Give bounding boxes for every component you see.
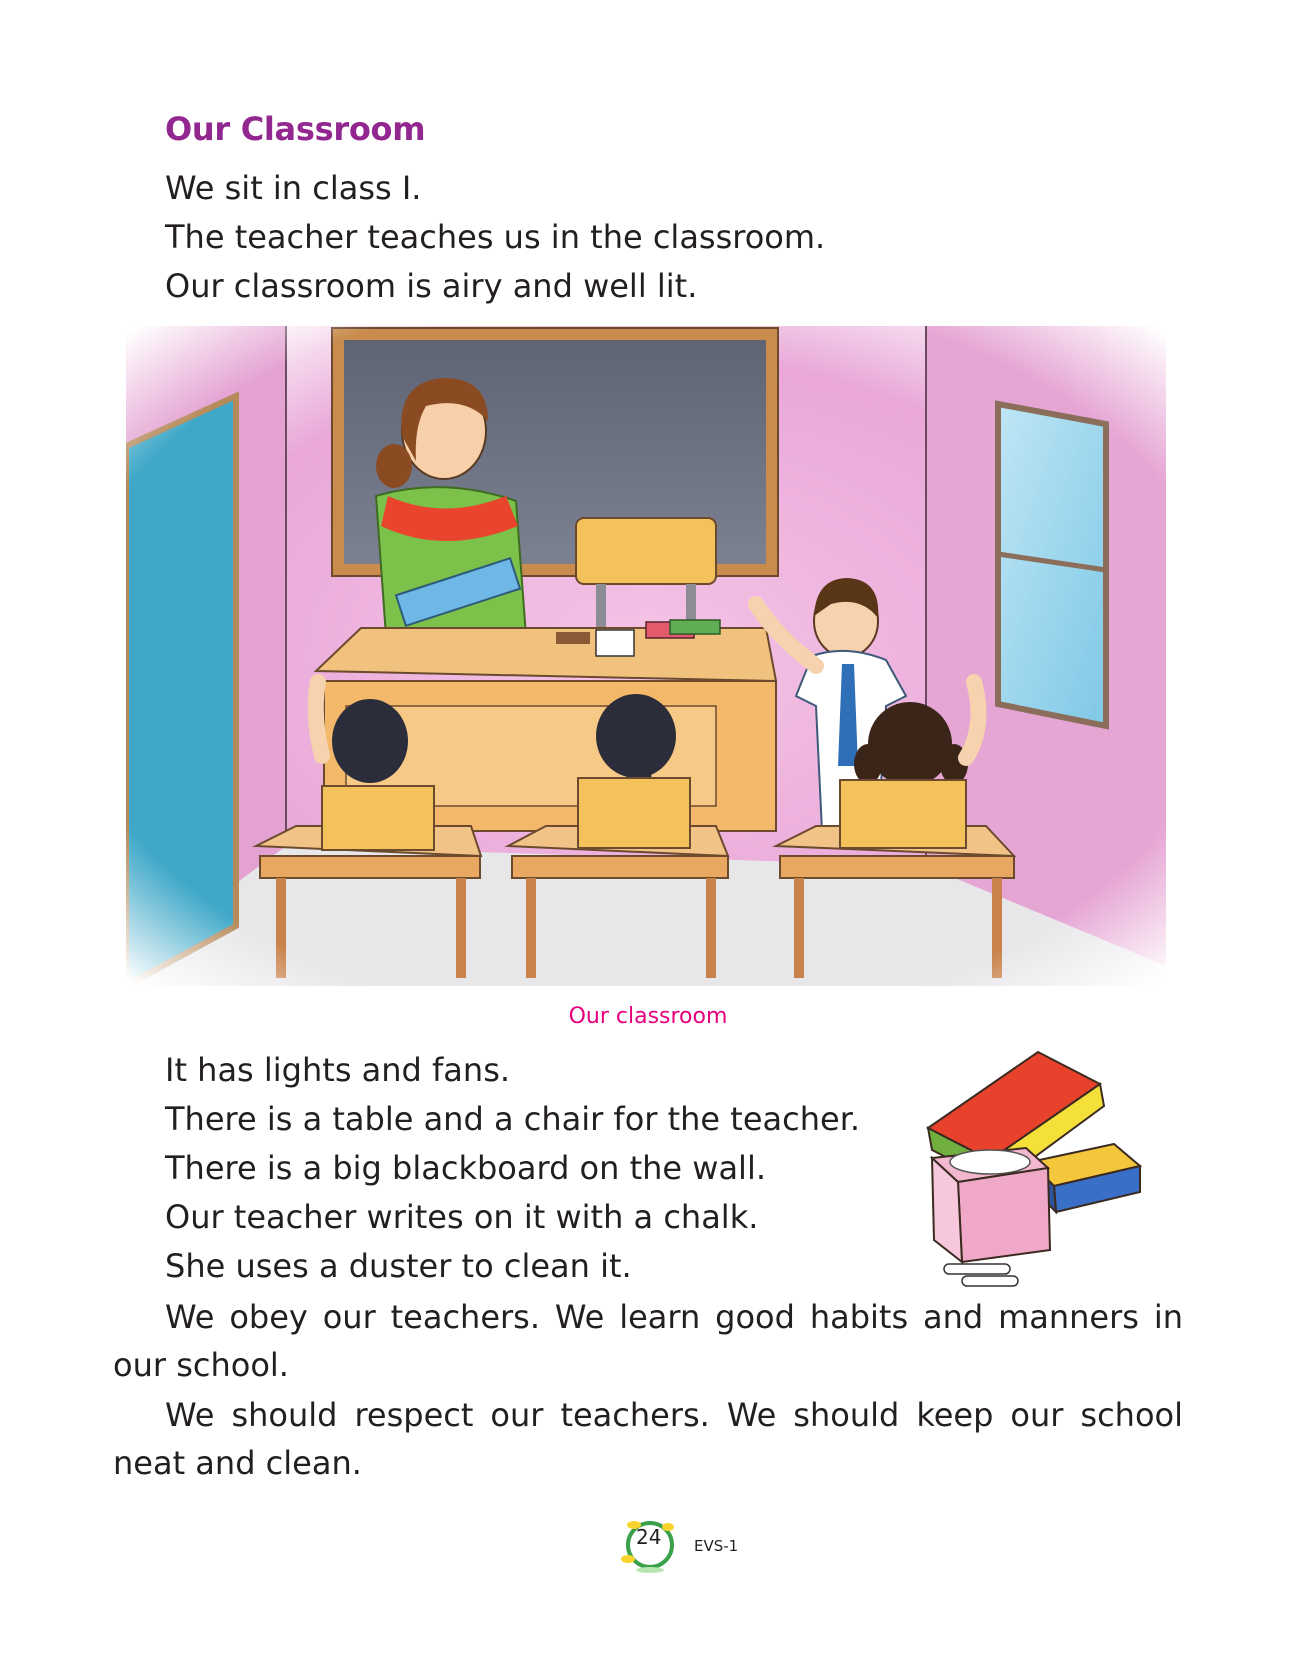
body-line-3: There is a big blackboard on the wall. bbox=[165, 1149, 766, 1187]
body-line-4: Our teacher writes on it with a chalk. bbox=[165, 1198, 759, 1236]
intro-line-3: Our classroom is airy and well lit. bbox=[165, 267, 698, 305]
book-code: EVS-1 bbox=[694, 1537, 739, 1555]
stationery-illustration bbox=[918, 1050, 1148, 1290]
body-line-2: There is a table and a chair for the teacher. bbox=[165, 1100, 861, 1138]
paragraph-2: We should respect our teachers. We should keep our school neat and clean. bbox=[113, 1396, 1183, 1482]
paragraph-1: We obey our teachers. We learn good habits and manners in our school. bbox=[113, 1298, 1183, 1384]
classroom-illustration bbox=[126, 326, 1166, 986]
intro-line-2: The teacher teaches us in the classroom. bbox=[165, 218, 826, 256]
body-line-5: She uses a duster to clean it. bbox=[165, 1247, 632, 1285]
page-number: 24 bbox=[636, 1525, 662, 1549]
section-heading: Our Classroom bbox=[165, 110, 426, 148]
figure-caption: Our classroom bbox=[568, 1004, 728, 1029]
page-footer bbox=[612, 1515, 752, 1575]
intro-line-1: We sit in class I. bbox=[165, 169, 422, 207]
body-line-1: It has lights and fans. bbox=[165, 1051, 511, 1089]
